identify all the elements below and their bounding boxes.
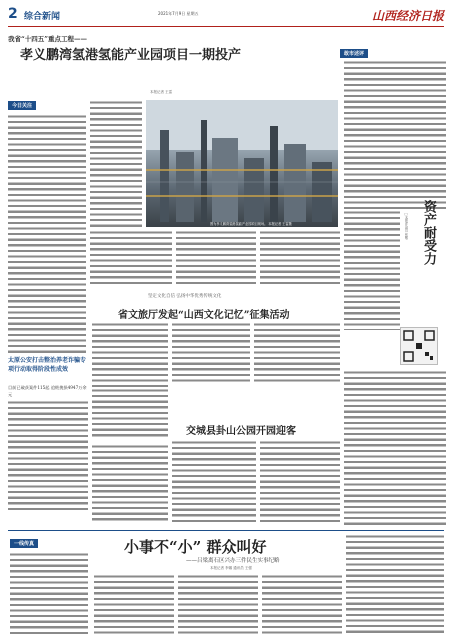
park-headline: 交城县卦山公园开园迎客 <box>186 426 296 437</box>
masthead-logo: 山西经济日报 <box>371 9 444 23</box>
lead-photo <box>146 100 338 227</box>
lead-column-3 <box>90 230 172 286</box>
frontline-text <box>10 552 88 636</box>
culture-headline: 省文旅厅发起“山西文化记忆”征集活动 <box>118 310 290 321</box>
lead-column-4 <box>176 230 256 286</box>
comment-text-top <box>344 60 446 210</box>
photo-caption: 图为孝义鹏湾氢港氢能产业园项目现场。 本报记者 王雷摄 <box>210 222 292 226</box>
lead-byline: 本报记者 王雷 <box>150 90 173 94</box>
comment-author: □本报评论员 张敏 <box>404 212 408 240</box>
page-header <box>8 6 444 27</box>
people-headline: 小事不“小” 群众叫好 <box>124 538 267 556</box>
focus-headline: 太原公安打击整治养老诈骗专项行动取得阶段性成效 <box>8 357 87 373</box>
lead-column-1 <box>8 114 86 354</box>
comment-text-mid <box>344 210 400 330</box>
lead-column-5 <box>260 230 340 286</box>
today-focus-label: 今日关注 <box>8 101 36 110</box>
culture-text-2 <box>172 322 250 384</box>
culture-strapline: 坚定文化自信 弘扬中华优秀传统文化 <box>148 294 222 299</box>
section-divider <box>8 530 444 531</box>
issue-date: 2021年7月9日 星期五 <box>158 11 199 16</box>
park-text-1 <box>172 440 256 524</box>
people-text-1 <box>94 574 174 636</box>
lead-headline: 孝义鹏湾氢港氢能产业园项目一期投产 <box>20 48 242 63</box>
lead-kicker: 我省“十四五”重点工程—— <box>8 35 87 43</box>
comment-text-bottom <box>344 370 446 526</box>
people-text-3 <box>262 574 342 636</box>
focus-subhead: 目前已破获案件115起 追赃挽损4947万余元 <box>8 385 87 397</box>
comment-title: 资产耐受力 <box>421 200 436 265</box>
park-text-2 <box>260 440 340 524</box>
qr-code <box>400 327 438 365</box>
comment-label: 敢市述评 <box>340 49 368 58</box>
people-byline: 本报记者 李娜 通讯员 王强 <box>210 566 252 570</box>
page-number: 2 <box>8 6 18 22</box>
culture-text-4 <box>92 388 168 440</box>
people-text-4 <box>346 534 444 636</box>
culture-text-5 <box>92 444 168 524</box>
frontline-label: 一线传真 <box>10 539 38 548</box>
section-name: 综合新闻 <box>24 12 61 22</box>
people-subhead: ——吕梁离石区兴办三件民生实事纪略 <box>186 558 280 564</box>
culture-text-3 <box>254 322 340 384</box>
people-text-2 <box>178 574 258 636</box>
focus-text <box>8 400 88 510</box>
